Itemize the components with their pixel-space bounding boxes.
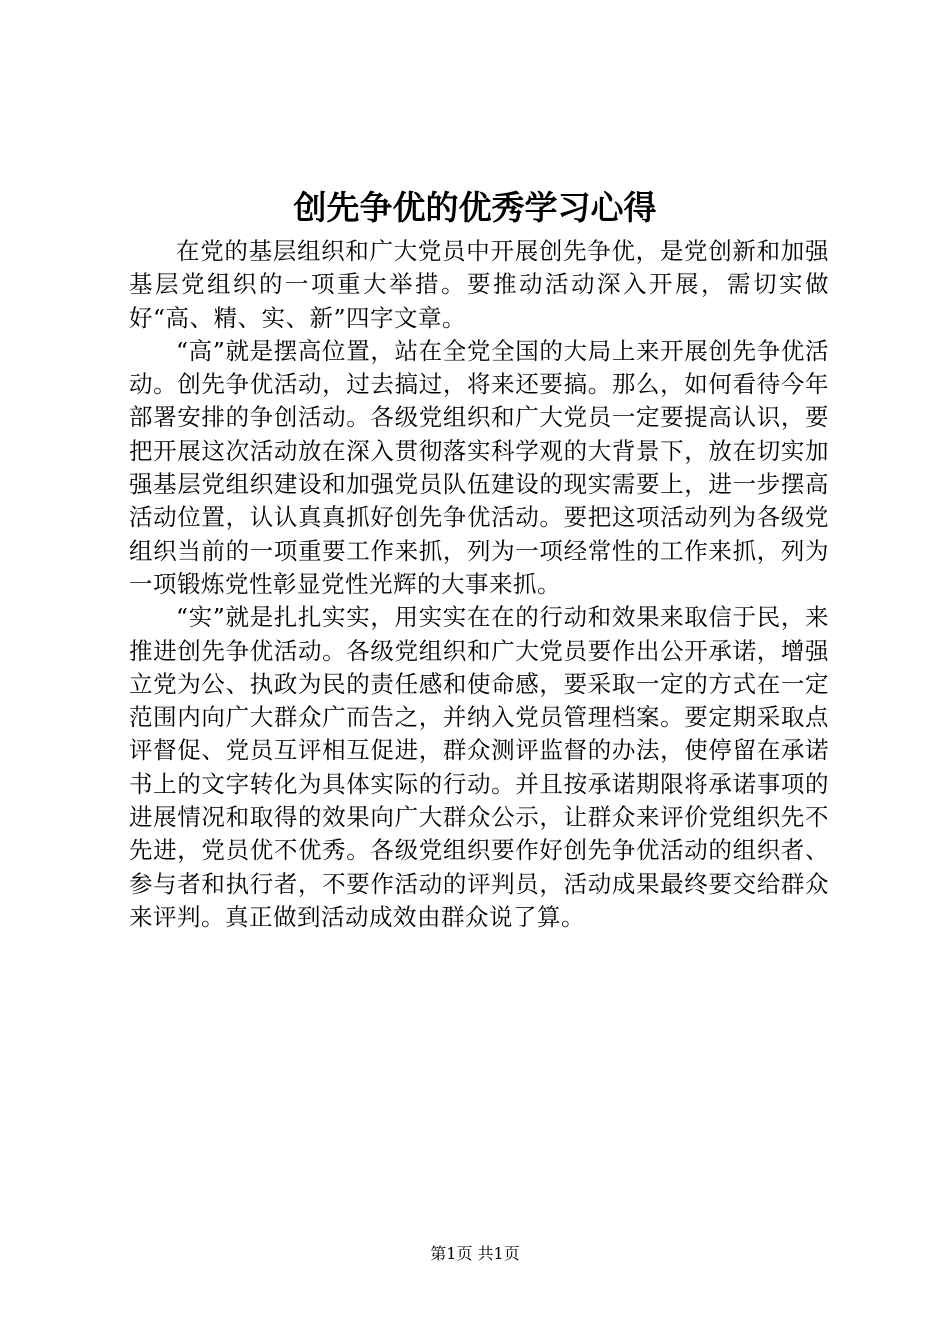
page-footer: 第1页 共1页	[430, 1244, 520, 1263]
document-body	[129, 235, 829, 934]
paragraph-intro: 在党的基层组织和广大党员中开展创先争优，是党创新和加强基层党组织的一项重大举措。要推动活动深入开展，需切实做好“高、精、实、新”四字文章。	[129, 237, 829, 332]
paragraph-shi: “实”就是扎扎实实，用实实在在的行动和效果来取信于民，来推进创先争优活动。各级党组织和广大党员要作出公开承诺，增强立党为公、执政为民的责任感和使命感，要采取一定的方式在一定范围内向广大群众广而告之，并纳入党员管理档案。要定期采取点评督促、党员互评相互促进，群众测评监督的办法，使停留在承诺书上的文字转化为具体实际的行动。并且按承诺期限将承诺事项的进展情况和取得的效果向广大群众公示，让群众来评价党组织先不先进，党员优不优秀。各级党组织要作好创先争优活动的组织者、参与者和执行者，不要作活动的评判员，活动成果最终要交给群众来评判。真正做到活动成效由群众说了算。	[129, 603, 829, 931]
paragraph-gao: “高”就是摆高位置，站在全党全国的大局上来开展创先争优活动。创先争优活动，过去搞过，将来还要搞。那么，如何看待今年部署安排的争创活动。各级党组织和广大党员一定要提高认识，要把开展这次活动放在深入贯彻落实科学观的大背景下，放在切实加强基层党组织建设和加强党员队伍建设的现实需要上，进一步摆高活动位置，认认真真抓好创先争优活动。要把这项活动列为各级党组织当前的一项重要工作来抓，列为一项经常性的工作来抓，列为一项锻炼党性彰显党性光辉的大事来抓。	[129, 336, 829, 598]
document-title: 创先争优的优秀学习心得	[293, 188, 657, 227]
